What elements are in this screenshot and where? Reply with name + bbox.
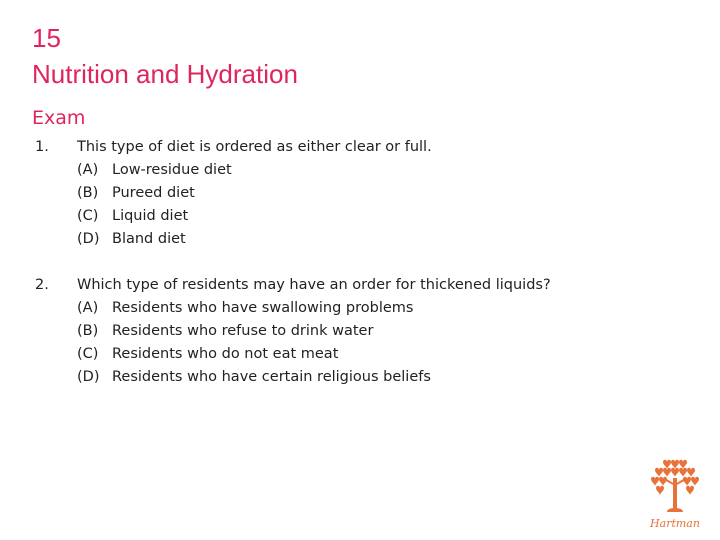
option-text: Liquid diet: [112, 208, 189, 224]
question-number: 2.: [35, 277, 49, 293]
heart-tree-icon: [651, 460, 699, 512]
question-text: This type of diet is ordered as either clear or full.: [77, 139, 432, 155]
option-d: [77, 366, 551, 389]
option-letter: (B): [77, 185, 99, 201]
option-c: [77, 205, 432, 228]
option-a: [77, 297, 551, 320]
option-text: Residents who have certain religious beliefs: [112, 369, 431, 385]
option-b: [77, 320, 551, 343]
page-title: [32, 20, 298, 92]
option-letter: (D): [77, 231, 100, 247]
option-d: [77, 228, 432, 251]
hartman-logo: [644, 456, 706, 532]
question-text: Which type of residents may have an order for thickened liquids?: [77, 277, 551, 293]
option-letter: (A): [77, 162, 99, 178]
option-text: Residents who refuse to drink water: [112, 323, 374, 339]
option-letter: (D): [77, 369, 100, 385]
option-text: Bland diet: [112, 231, 186, 247]
chapter-number: 15: [32, 23, 61, 53]
question-number: 1.: [35, 139, 49, 155]
section-heading: Exam: [32, 107, 86, 129]
option-text: Low-residue diet: [112, 162, 232, 178]
option-c: [77, 343, 551, 366]
option-b: [77, 182, 432, 205]
logo-wordmark: Hartman: [650, 517, 700, 530]
option-letter: (C): [77, 208, 99, 224]
option-text: Residents who have swallowing problems: [112, 300, 414, 316]
option-letter: (C): [77, 346, 99, 362]
option-letter: (A): [77, 300, 99, 316]
option-text: Residents who do not eat meat: [112, 346, 339, 362]
option-text: Pureed diet: [112, 185, 195, 201]
option-letter: (B): [77, 323, 99, 339]
option-a: [77, 159, 432, 182]
chapter-title: Nutrition and Hydration: [32, 59, 298, 89]
